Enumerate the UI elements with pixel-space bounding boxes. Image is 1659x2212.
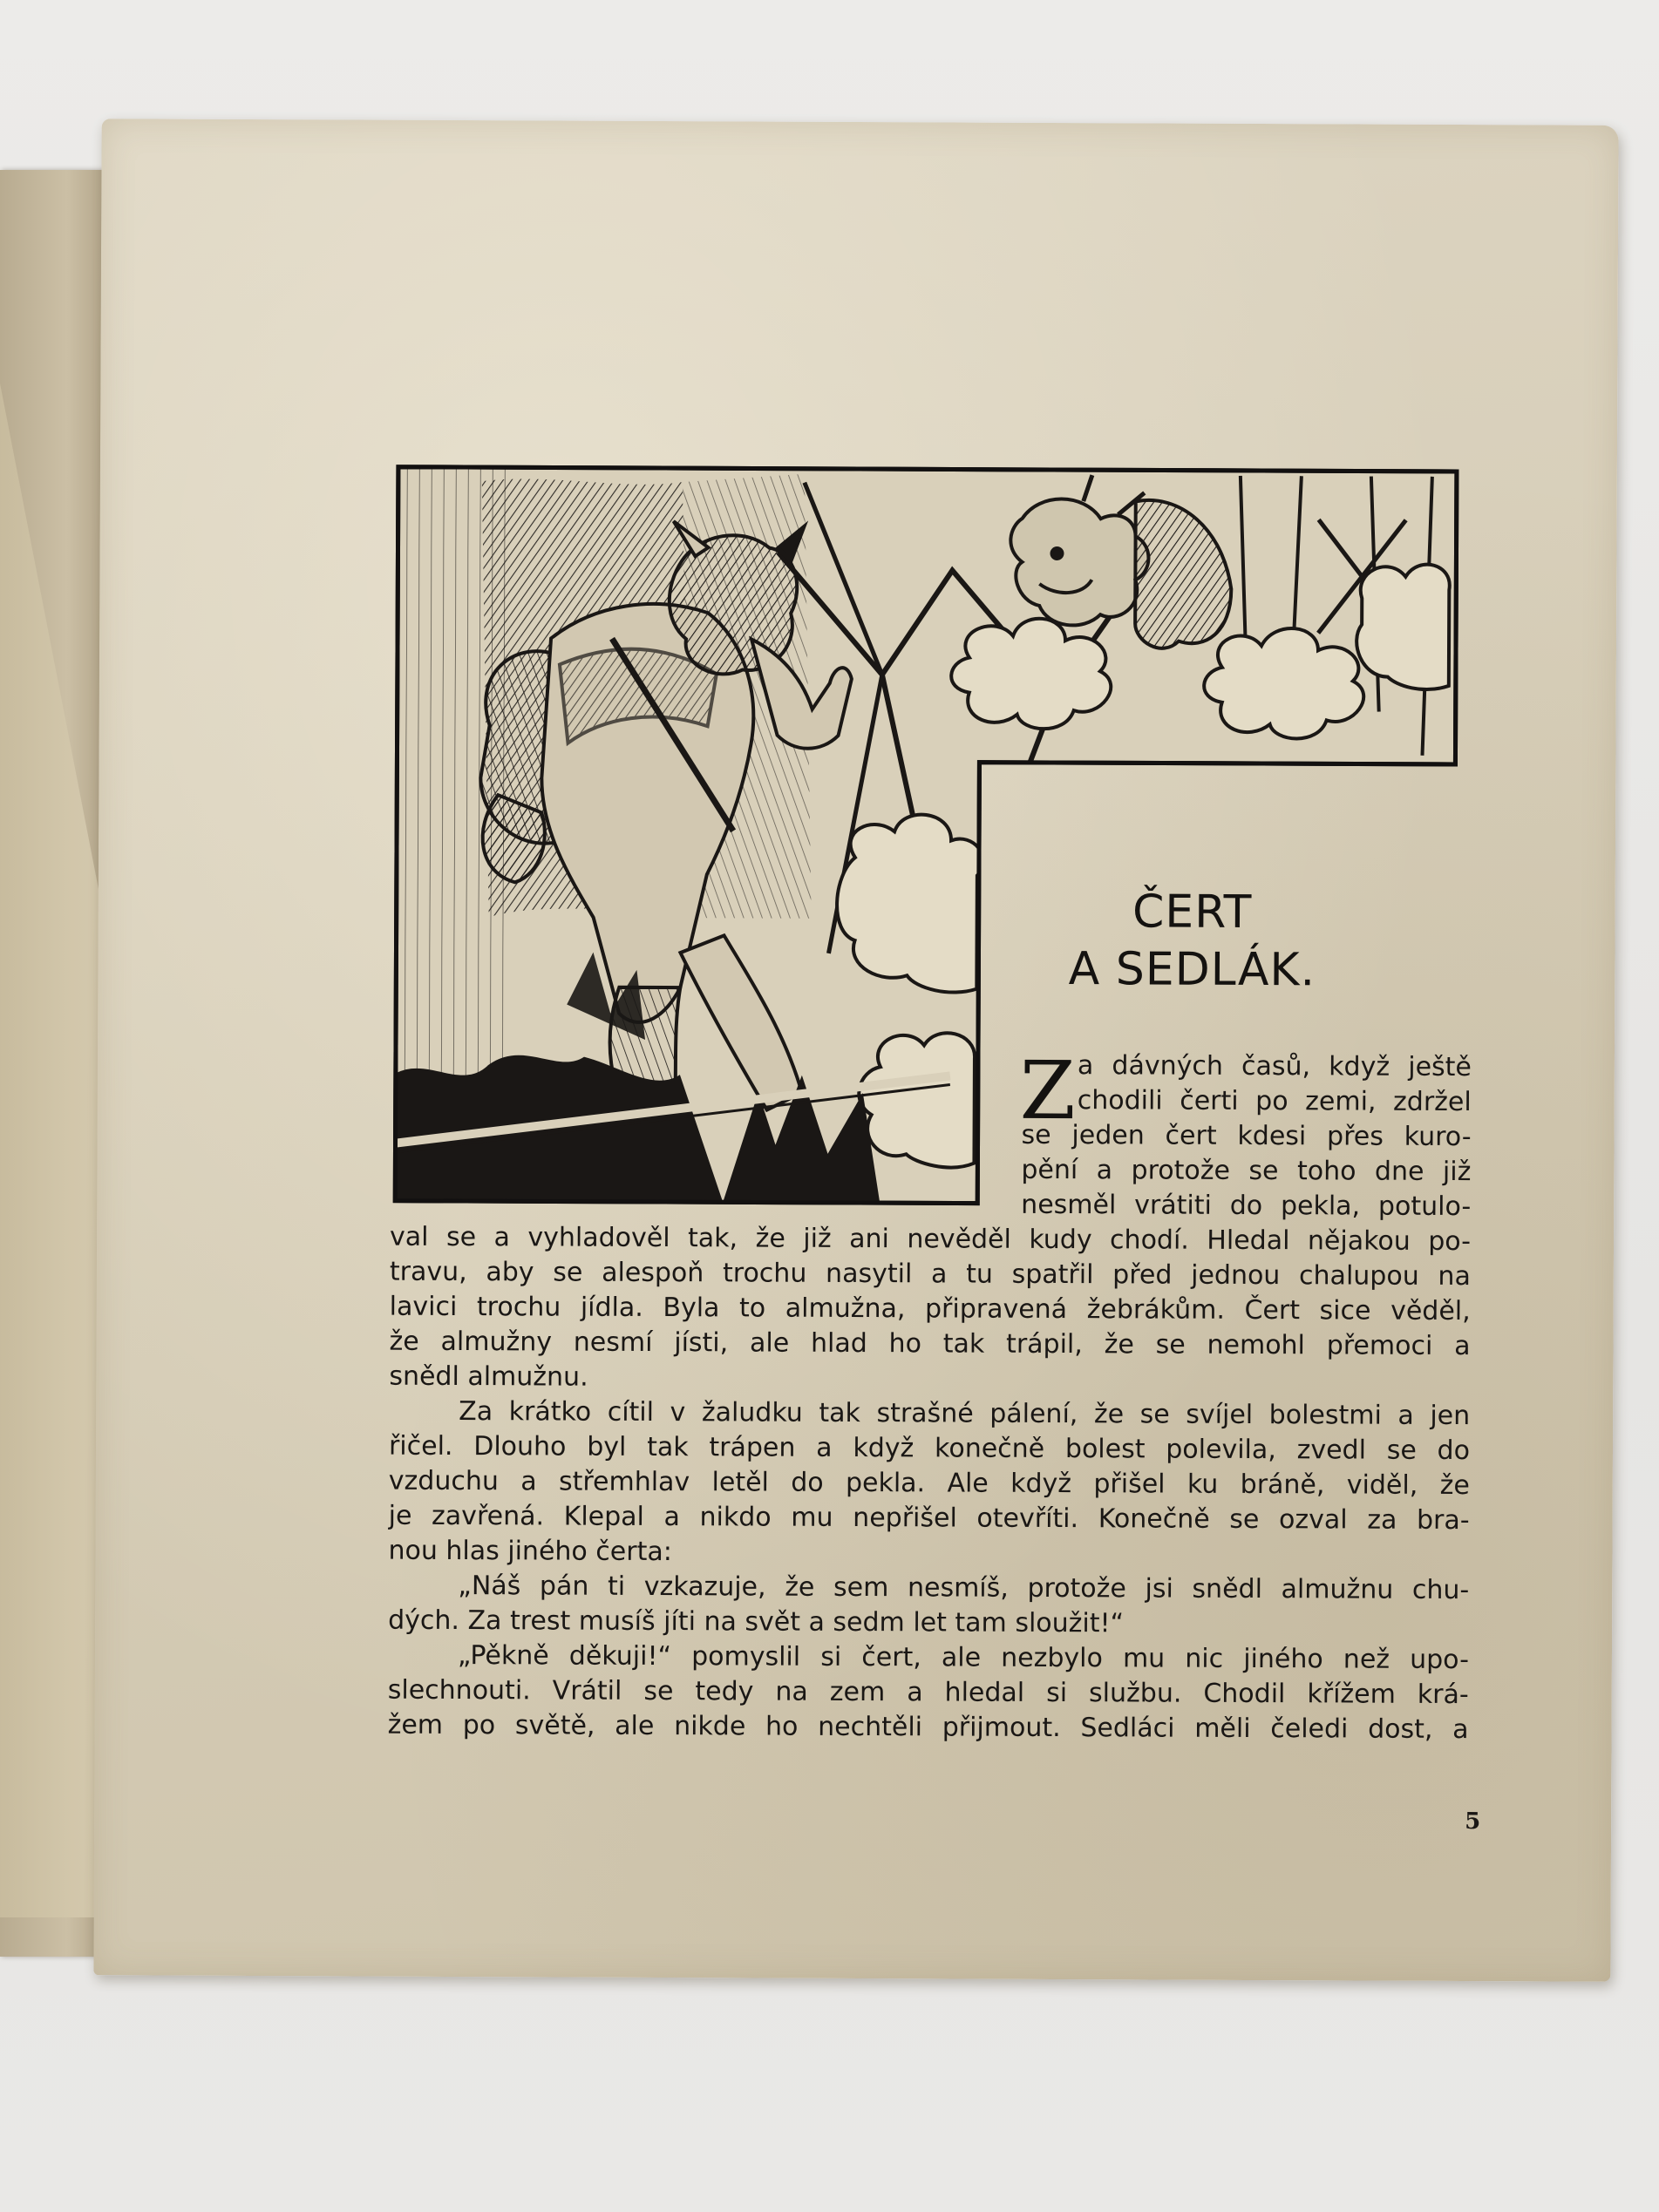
text-line: travu, aby se alespoň trochu nasytil a tu spatřil před jednou chalupou na	[389, 1256, 1471, 1293]
drop-cap: Z	[1019, 1043, 1076, 1138]
title-line-2: A SEDLÁK.	[1068, 943, 1316, 997]
text-line: snědl almužnu.	[389, 1360, 588, 1393]
text-line: dých. Za trest musíš jíti na svět a sedm let tam sloužit!“	[388, 1605, 1125, 1639]
text-line: žem po světě, ale nikde ho nechtěli přijmout. Sedláci měli čeledi dost, a	[387, 1709, 1469, 1746]
book-page	[93, 119, 1618, 1982]
text-line: a dávných časů, když ještě	[1077, 1050, 1472, 1083]
text-line: pění a protože se toho dne již	[1021, 1154, 1472, 1188]
story-title	[1022, 883, 1363, 1000]
text-line: vzduchu a střemhlav letěl do pekla. Ale když přišel ku bráně, viděl, že	[388, 1465, 1470, 1502]
title-line-1: ČERT	[1132, 885, 1253, 939]
text-line: „Pěkně děkuji!“ pomyslil si čert, ale nezbylo mu nic jiného než upo-	[457, 1640, 1470, 1676]
text-line: slechnouti. Vrátil se tedy na zem a hledal si službu. Chodil křížem krá-	[387, 1674, 1469, 1711]
text-line: lavici trochu jídla. Byla to almužna, připravená žebrákům. Čert sice věděl,	[389, 1291, 1471, 1327]
text-line: Za krátko cítil v žaludku tak strašné pálení, že se svíjel bolestmi a jen	[459, 1396, 1471, 1432]
text-line: „Náš pán ti vzkazuje, že sem nesmíš, protože jsi snědl almužnu chu-	[458, 1571, 1470, 1606]
text-line: řičel. Dlouho byl tak trápen a když konečně bolest polevila, zvedl se do	[388, 1430, 1471, 1467]
text-line: se jeden čert kdesi přes kuro-	[1021, 1119, 1472, 1153]
text-line: že almužny nesmí jísti, ale hlad ho tak trápil, že se nemohl přemoci a	[389, 1326, 1471, 1362]
text-line: val se a vyhladověl tak, že již ani nevěděl kudy chodí. Hledal nějakou po-	[389, 1221, 1472, 1258]
page-number: 5	[1465, 1808, 1481, 1835]
text-line: je zavřená. Klepal a nikdo mu nepřišel otevříti. Konečně se ozval za bra-	[388, 1500, 1470, 1537]
text-line: chodili čerti po zemi, zdržel	[1077, 1085, 1472, 1118]
text-line: nou hlas jiného čerta:	[388, 1535, 672, 1568]
text-line: nesměl vrátiti do pekla, potulo-	[1021, 1189, 1472, 1223]
